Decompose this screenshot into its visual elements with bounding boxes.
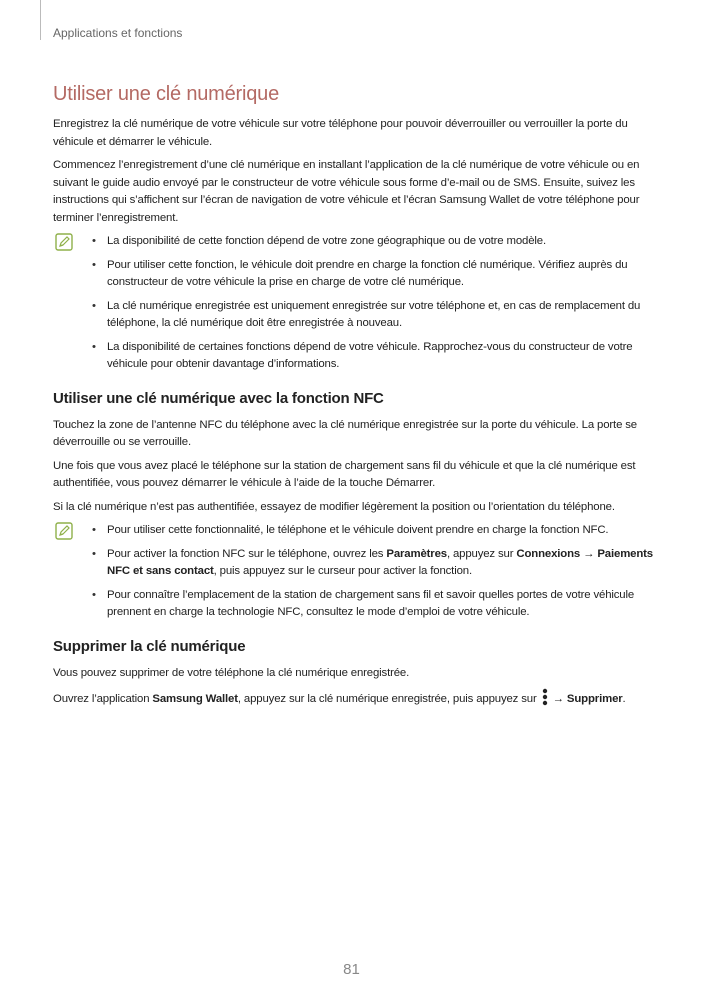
menu-path-paiements: Paiements NFC et sans contact	[107, 547, 653, 577]
nfc-paragraph-2: Une fois que vous avez placé le téléphone sur la station de chargement sans fil du véhicule et que la clé numérique est authentifiée, vous pouvez démarrer le véhicule à l’aide de la touche Démarrer.	[53, 459, 636, 489]
more-options-icon	[540, 688, 550, 706]
list-item: • Pour utiliser cette fonctionnalité, le téléphone et le véhicule doivent prendre en charge la fonction NFC.	[107, 522, 653, 540]
page-title: Utiliser une clé numérique	[53, 83, 280, 105]
list-item: • La disponibilité de cette fonction dépend de votre zone géographique ou de votre modèle.	[107, 233, 653, 251]
nfc-paragraph-3: Si la clé numérique n’est pas authentifiée, essayez de modifier légèrement la position ou l’orientation du téléphone.	[53, 500, 615, 513]
note-list-2	[107, 522, 653, 622]
section-heading-nfc: Utiliser une clé numérique avec la fonction NFC	[53, 389, 384, 407]
list-text: , appuyez sur	[446, 547, 517, 560]
arrow-separator: →	[549, 693, 567, 705]
note-block-2	[53, 522, 653, 622]
paragraph-text: Ouvrez l’application	[53, 693, 153, 705]
running-header: Applications et fonctions	[53, 26, 183, 40]
action-supprimer: Supprimer	[566, 693, 623, 705]
page-number: 81	[343, 961, 360, 978]
intro-paragraph-2: Commencez l’enregistrement d’une clé numérique en installant l’application de la clé numérique de votre véhicule ou en suivant le guide audio envoyé par le constructeur de votre véhicule sous forme d’e-mail ou de SMS. Ensuite, suivez les instructions qui s’affichent sur l’écran de navigation de votre véhicule et l’écran Samsung Wallet de votre téléphone pour terminer l’enregistrement.	[53, 159, 640, 224]
list-item: • La clé numérique enregistrée est uniquement enregistrée sur votre téléphone et, en cas de remplacement du téléphone, la clé numérique doit être enregistrée à nouveau.	[107, 298, 653, 333]
list-item: • Pour connaître l’emplacement de la station de chargement sans fil et savoir quelles portes de votre véhicule prennent en charge la technologie NFC, consultez le mode d’emploi de votre véhicule.	[107, 587, 653, 622]
note-block-1	[53, 233, 653, 374]
intro-paragraph-1: Enregistrez la clé numérique de votre véhicule sur votre téléphone pour pouvoir déverrouiller ou verrouiller la porte du véhicule et démarrer le véhicule.	[53, 118, 628, 148]
arrow-separator: →	[580, 547, 598, 560]
margin-rule	[40, 0, 41, 40]
list-text: , puis appuyez sur le curseur pour activer la fonction.	[213, 565, 472, 577]
page-content	[53, 83, 653, 715]
app-name-samsung-wallet: Samsung Wallet	[152, 693, 238, 705]
note-list-1	[107, 233, 653, 374]
note-icon	[55, 233, 73, 251]
paragraph-text: , appuyez sur la clé numérique enregistrée, puis appuyez sur	[237, 693, 540, 705]
delete-paragraph-1: Vous pouvez supprimer de votre téléphone la clé numérique enregistrée.	[53, 666, 410, 679]
paragraph-text: .	[622, 693, 626, 705]
note-icon	[55, 522, 73, 540]
list-item: • La disponibilité de certaines fonctions dépend de votre véhicule. Rapprochez-vous du constructeur de votre véhicule pour obtenir davantage d’informations.	[107, 339, 653, 374]
menu-path-parametres: Paramètres	[386, 547, 447, 560]
section-heading-delete: Supprimer la clé numérique	[53, 637, 246, 655]
list-text: Pour activer la fonction NFC sur le téléphone, ouvrez les	[107, 547, 387, 560]
list-item: • Pour utiliser cette fonction, le véhicule doit prendre en charge la fonction clé numérique. Vérifiez auprès du constructeur de votre véhicule la prise en charge de votre clé numérique.	[107, 257, 653, 292]
menu-path-connexions: Connexions	[516, 547, 581, 560]
nfc-paragraph-1: Touchez la zone de l’antenne NFC du téléphone avec la clé numérique enregistrée sur la porte du véhicule. La porte se déverrouille ou se verrouille.	[53, 418, 637, 448]
delete-paragraph-2	[53, 688, 653, 709]
list-item	[107, 546, 653, 581]
